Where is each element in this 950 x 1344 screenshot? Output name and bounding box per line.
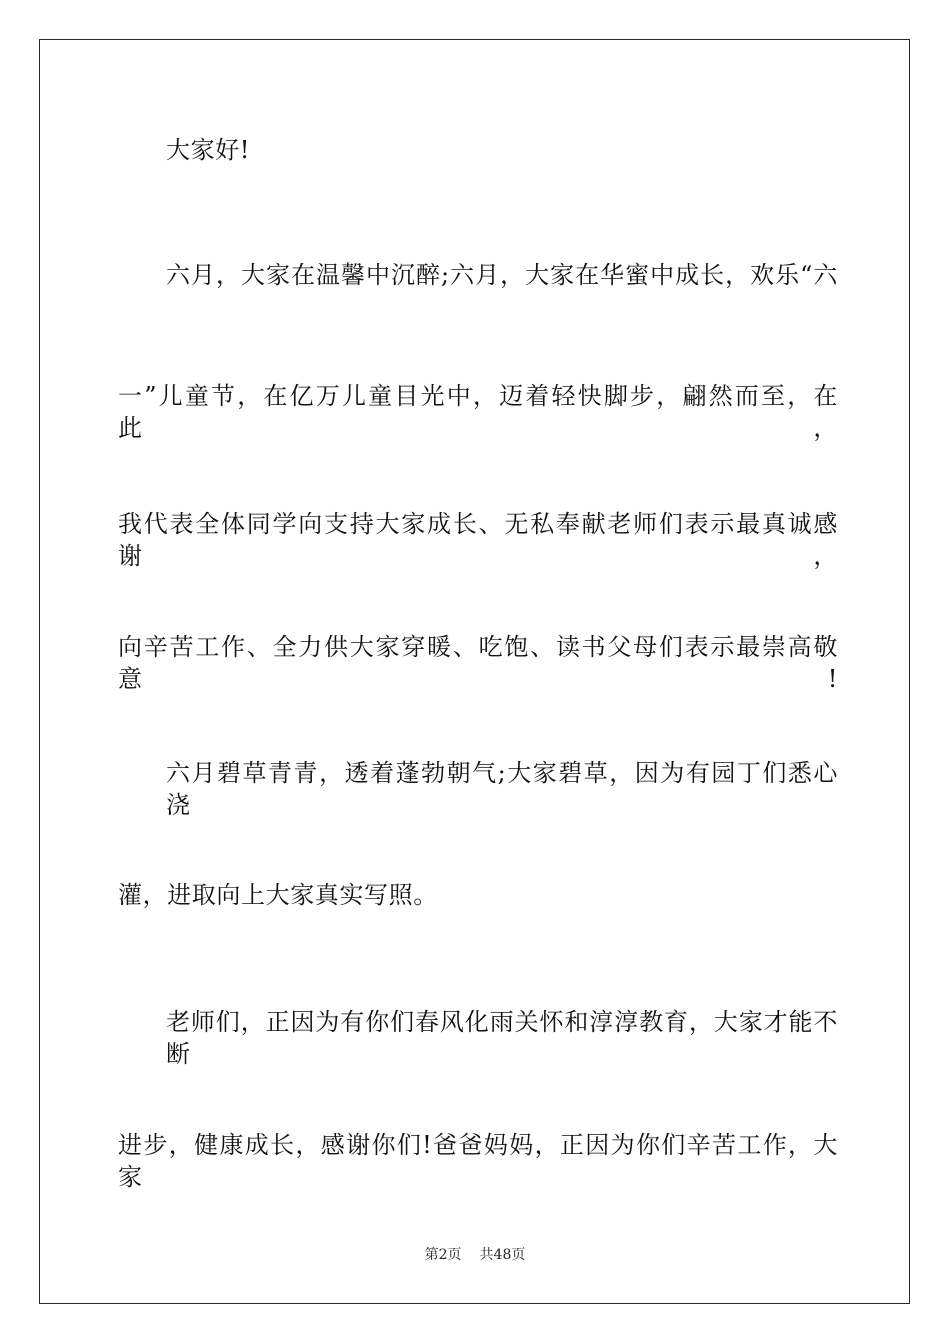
- page-footer: [0, 1246, 950, 1264]
- text-line-paragraph-2-line-2: 灌，进取向上大家真实写照。: [118, 881, 438, 909]
- text-line-paragraph-1-line-2: 一”儿童节，在亿万儿童目光中，迈着轻快脚步，翩然而至，在此，: [118, 382, 838, 442]
- page-total: 共48页: [479, 1247, 526, 1263]
- text-line-paragraph-3-line-1: 老师们，正因为有你们春风化雨关怀和淳淳教育，大家才能不断: [166, 1008, 838, 1068]
- page-number: 第2页: [424, 1247, 462, 1263]
- text-line-paragraph-1-line-4: 向辛苦工作、全力供大家穿暖、吃饱、读书父母们表示最崇高敬意!: [118, 633, 838, 693]
- text-line-greeting: 大家好!: [166, 136, 251, 164]
- text-line-paragraph-3-line-2: 进步，健康成长，感谢你们!爸爸妈妈，正因为你们辛苦工作，大家: [118, 1131, 838, 1191]
- text-line-paragraph-1-line-3: 我代表全体同学向支持大家成长、无私奉献老师们表示最真诚感谢，: [118, 510, 838, 570]
- text-line-paragraph-2-line-1: 六月碧草青青，透着蓬勃朝气;大家碧草，因为有园丁们悉心浇: [166, 759, 838, 819]
- text-line-paragraph-1-line-1: 六月，大家在温馨中沉醉;六月，大家在华蜜中成长，欢乐“六: [166, 261, 838, 289]
